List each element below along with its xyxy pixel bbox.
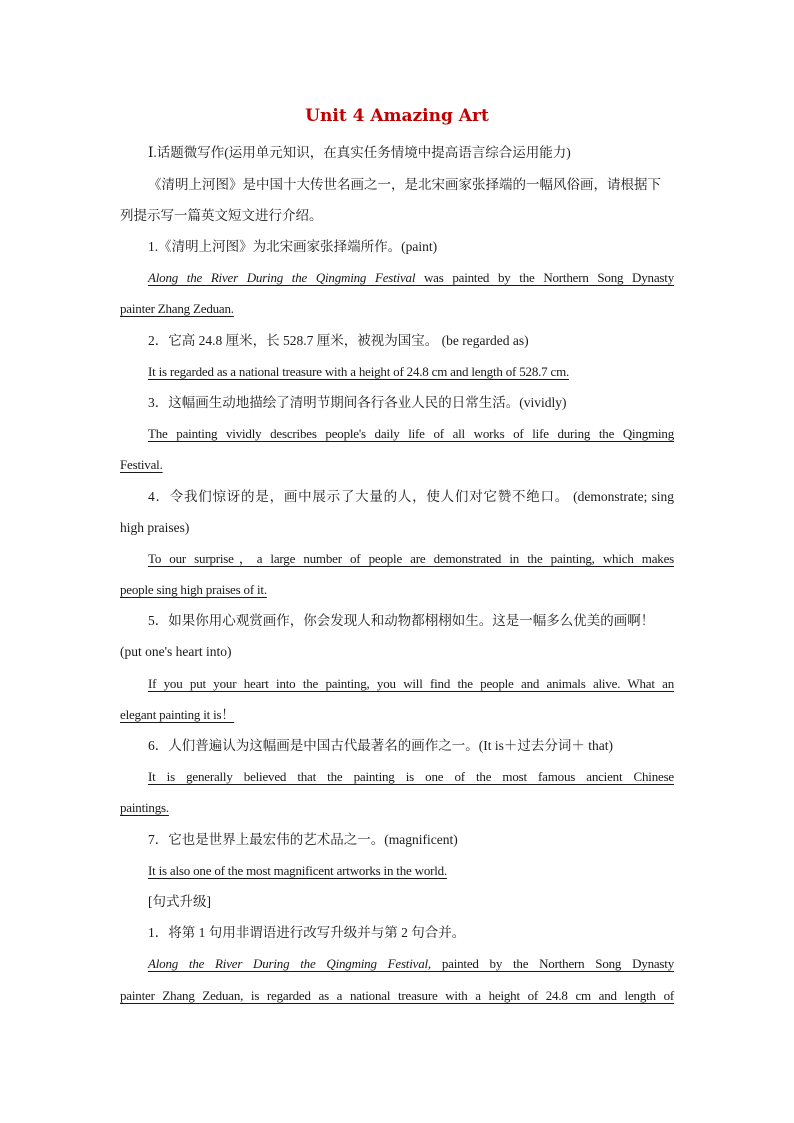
question-5-line-2: (put one's heart into): [120, 644, 232, 659]
answer-1-text: was painted by the Northern Song Dynasty: [415, 270, 674, 285]
intro-text-line-1: 《清明上河图》是中国十大传世名画之一，是北宋画家张择端的一幅风俗画，请根据下: [148, 177, 661, 192]
answer-1-line-1: [148, 268, 674, 288]
answer-4-line-1: To our surprise，a large number of people are demonstrated in the painting, which makes: [148, 551, 674, 566]
question-3: 3．这幅画生动地描绘了清明节期间各行各业人民的日常生活。(vividly): [148, 395, 567, 410]
answer-5-line-1: If you put your heart into the painting, you will find the people and animals alive. What an: [148, 676, 674, 691]
question-6: 6．人们普遍认为这幅画是中国古代最著名的画作之一。(It is＋过去分词＋ that): [148, 738, 613, 753]
upgrade-answer-1-line-1: [148, 954, 674, 974]
question-2: 2．它高 24.8 厘米，长 528.7 厘米，被视为国宝。 (be regarded as): [148, 333, 529, 348]
upgrade-heading: [句式升级]: [148, 894, 211, 909]
upgrade-question-1: 1．将第 1 句用非谓语进行改写升级并与第 2 句合并。: [148, 925, 466, 940]
upgrade-answer-1-text: painted by the Northern Song Dynasty: [430, 956, 675, 971]
answer-7: It is also one of the most magnificent artworks in the world.: [148, 863, 448, 878]
page-title: Unit 4 Amazing Art: [305, 106, 489, 126]
section-heading: Ⅰ.话题微写作(运用单元知识，在真实任务情境中提高语言综合运用能力): [148, 145, 571, 160]
answer-6-line-1: It is generally believed that the painting is one of the most famous ancient Chinese: [148, 769, 674, 784]
question-4-line-1: 4．令我们惊讶的是，画中展示了大量的人，使人们对它赞不绝口。 (demonstrate; sing: [148, 489, 674, 504]
answer-2: It is regarded as a national treasure with a height of 24.8 cm and length of 528.7 cm.: [148, 364, 570, 379]
answer-5-line-2: elegant painting it is！: [120, 707, 235, 722]
answer-1-line-2: painter Zhang Zeduan.: [120, 301, 234, 316]
question-4-line-2: high praises): [120, 520, 190, 535]
question-5-line-1: 5．如果你用心观赏画作，你会发现人和动物都栩栩如生。这是一幅多么优美的画啊！: [148, 613, 655, 628]
answer-1-title: Along the River During the Qingming Festival: [148, 270, 416, 285]
answer-3-line-2: Festival.: [120, 457, 163, 472]
question-1: 1.《清明上河图》为北宋画家张择端所作。(paint): [148, 239, 438, 254]
question-7: 7．它也是世界上最宏伟的艺术品之一。(magnificent): [148, 832, 458, 847]
upgrade-answer-1-title: Along the River During the Qingming Festival,: [148, 956, 431, 971]
answer-3-line-1: The painting vividly describes people's daily life of all works of life during the Qingming: [148, 426, 674, 441]
answer-6-line-2: paintings.: [120, 800, 169, 815]
upgrade-answer-1-line-2: painter Zhang Zeduan, is regarded as a national treasure with a height of 24.8 cm and length of: [120, 988, 674, 1003]
intro-text-line-2: 列提示写一篇英文短文进行介绍。: [120, 208, 323, 223]
answer-4-line-2: people sing high praises of it.: [120, 582, 267, 597]
